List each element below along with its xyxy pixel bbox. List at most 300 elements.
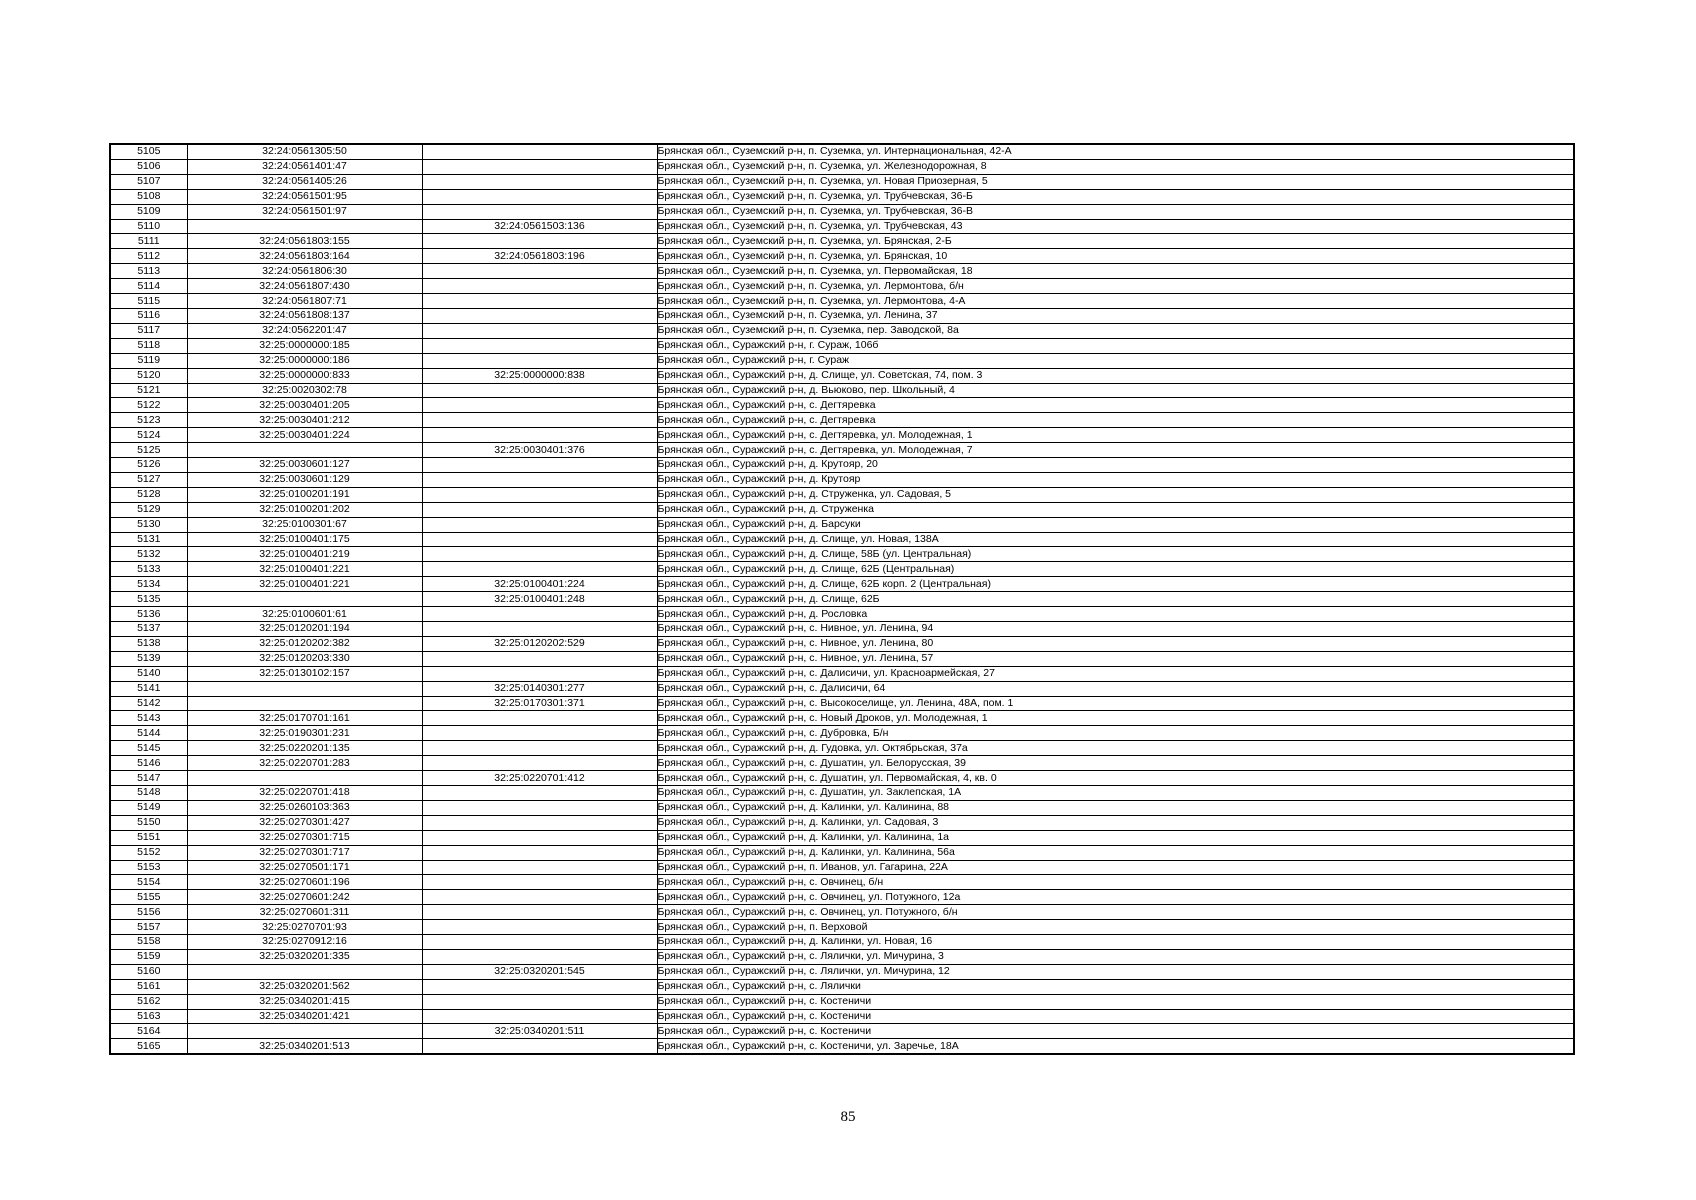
- cadastral-number-cell: 32:25:0270301:717: [187, 845, 422, 860]
- address-cell: Брянская обл., Суражский р-н, с. Дегтяревка, ул. Молодежная, 1: [657, 428, 1574, 443]
- row-number-cell: 5159: [110, 949, 187, 964]
- row-number-cell: 5109: [110, 204, 187, 219]
- row-number-cell: 5111: [110, 234, 187, 249]
- row-number-cell: 5141: [110, 681, 187, 696]
- cadastral-number-cell: 32:25:0100201:191: [187, 487, 422, 502]
- cadastral-number-alt-cell: [422, 174, 657, 189]
- table-row: [110, 472, 1574, 487]
- table-row: [110, 517, 1574, 532]
- row-number-cell: 5134: [110, 577, 187, 592]
- table-row: [110, 428, 1574, 443]
- cadastral-number-alt-cell: 32:24:0561803:196: [422, 249, 657, 264]
- table-row: [110, 577, 1574, 592]
- cadastral-number-alt-cell: [422, 353, 657, 368]
- cadastral-number-alt-cell: [422, 711, 657, 726]
- table-row: [110, 681, 1574, 696]
- row-number-cell: 5162: [110, 994, 187, 1009]
- address-cell: Брянская обл., Суражский р-н, с. Костеничи: [657, 1009, 1574, 1024]
- address-cell: Брянская обл., Суражский р-н, д. Крутояр, 20: [657, 458, 1574, 473]
- address-cell: Брянская обл., Суражский р-н, с. Лялички: [657, 979, 1574, 994]
- address-cell: Брянская обл., Суземский р-н, п. Суземка, ул. Железнодорожная, 8: [657, 159, 1574, 174]
- row-number-cell: 5113: [110, 264, 187, 279]
- cadastral-number-cell: 32:25:0100301:67: [187, 517, 422, 532]
- row-number-cell: 5143: [110, 711, 187, 726]
- address-cell: Брянская обл., Суражский р-н, д. Вьюково, пер. Школьный, 4: [657, 383, 1574, 398]
- table-row: [110, 696, 1574, 711]
- row-number-cell: 5147: [110, 771, 187, 786]
- table-row: [110, 651, 1574, 666]
- row-number-cell: 5145: [110, 741, 187, 756]
- cadastral-number-cell: 32:25:0320201:562: [187, 979, 422, 994]
- address-cell: Брянская обл., Суражский р-н, с. Овчинец, ул. Потужного, 12а: [657, 890, 1574, 905]
- cadastral-number-cell: 32:25:0170701:161: [187, 711, 422, 726]
- cadastral-number-cell: 32:25:0270912:16: [187, 935, 422, 950]
- cadastral-number-alt-cell: [422, 890, 657, 905]
- cadastral-number-alt-cell: [422, 413, 657, 428]
- row-number-cell: 5121: [110, 383, 187, 398]
- cadastral-number-alt-cell: 32:25:0120202:529: [422, 636, 657, 651]
- row-number-cell: 5132: [110, 547, 187, 562]
- address-cell: Брянская обл., Суземский р-н, п. Суземка, ул. Лермонтова, 4-А: [657, 294, 1574, 309]
- address-cell: Брянская обл., Суражский р-н, д. Струженка: [657, 502, 1574, 517]
- cadastral-number-cell: [187, 443, 422, 458]
- row-number-cell: 5157: [110, 920, 187, 935]
- cadastral-number-alt-cell: [422, 800, 657, 815]
- row-number-cell: 5158: [110, 935, 187, 950]
- cadastral-number-cell: 32:25:0220701:283: [187, 756, 422, 771]
- row-number-cell: 5118: [110, 338, 187, 353]
- cadastral-number-alt-cell: [422, 472, 657, 487]
- table-row: [110, 323, 1574, 338]
- address-cell: Брянская обл., Суземский р-н, п. Суземка, ул. Первомайская, 18: [657, 264, 1574, 279]
- table-row: [110, 398, 1574, 413]
- row-number-cell: 5148: [110, 785, 187, 800]
- row-number-cell: 5156: [110, 905, 187, 920]
- address-cell: Брянская обл., Суражский р-н, д. Слище, ул. Советская, 74, пом. 3: [657, 368, 1574, 383]
- row-number-cell: 5146: [110, 756, 187, 771]
- address-cell: Брянская обл., Суражский р-н, с. Овчинец, ул. Потужного, б/н: [657, 905, 1574, 920]
- address-cell: Брянская обл., Суражский р-н, с. Новый Дроков, ул. Молодежная, 1: [657, 711, 1574, 726]
- table-row: [110, 308, 1574, 323]
- cadastral-number-cell: 32:24:0561803:155: [187, 234, 422, 249]
- address-cell: Брянская обл., Суражский р-н, с. Дегтяревка: [657, 398, 1574, 413]
- cadastral-number-cell: 32:25:0100401:221: [187, 577, 422, 592]
- cadastral-number-alt-cell: [422, 622, 657, 637]
- table-row: [110, 636, 1574, 651]
- row-number-cell: 5153: [110, 860, 187, 875]
- table-row: [110, 189, 1574, 204]
- address-cell: Брянская обл., Суражский р-н, д. Слище, 58Б (ул. Центральная): [657, 547, 1574, 562]
- address-cell: Брянская обл., Суражский р-н, д. Слище, ул. Новая, 138А: [657, 532, 1574, 547]
- cadastral-number-alt-cell: [422, 383, 657, 398]
- address-cell: Брянская обл., Суражский р-н, д. Струженка, ул. Садовая, 5: [657, 487, 1574, 502]
- cadastral-number-cell: 32:25:0100201:202: [187, 502, 422, 517]
- cadastral-number-alt-cell: [422, 487, 657, 502]
- row-number-cell: 5152: [110, 845, 187, 860]
- row-number-cell: 5133: [110, 562, 187, 577]
- cadastral-number-alt-cell: [422, 398, 657, 413]
- table-row: [110, 294, 1574, 309]
- address-cell: Брянская обл., Суземский р-н, п. Суземка, ул. Трубчевская, 36-Б: [657, 189, 1574, 204]
- cadastral-number-alt-cell: 32:25:0140301:277: [422, 681, 657, 696]
- table-row: [110, 458, 1574, 473]
- address-cell: Брянская обл., Суражский р-н, д. Гудовка, ул. Октябрьская, 37а: [657, 741, 1574, 756]
- table-row: [110, 383, 1574, 398]
- table-row: [110, 338, 1574, 353]
- row-number-cell: 5139: [110, 651, 187, 666]
- cadastral-number-alt-cell: [422, 264, 657, 279]
- address-cell: Брянская обл., Суражский р-н, с. Дегтяревка: [657, 413, 1574, 428]
- row-number-cell: 5154: [110, 875, 187, 890]
- row-number-cell: 5112: [110, 249, 187, 264]
- cadastral-number-cell: 32:25:0270601:242: [187, 890, 422, 905]
- table-row: [110, 204, 1574, 219]
- row-number-cell: 5123: [110, 413, 187, 428]
- cadastral-number-alt-cell: [422, 279, 657, 294]
- address-cell: Брянская обл., Суражский р-н, д. Рословка: [657, 607, 1574, 622]
- cadastral-number-alt-cell: [422, 607, 657, 622]
- address-cell: Брянская обл., Суражский р-н, д. Калинки, ул. Калинина, 56а: [657, 845, 1574, 860]
- cadastral-number-alt-cell: 32:25:0320201:545: [422, 964, 657, 979]
- cadastral-number-alt-cell: [422, 785, 657, 800]
- cadastral-number-cell: 32:25:0030601:127: [187, 458, 422, 473]
- cadastral-number-alt-cell: 32:25:0340201:511: [422, 1024, 657, 1039]
- cadastral-number-cell: 32:25:0190301:231: [187, 726, 422, 741]
- table-row: [110, 905, 1574, 920]
- table-row: [110, 979, 1574, 994]
- address-cell: Брянская обл., Суражский р-н, д. Калинки, ул. Новая, 16: [657, 935, 1574, 950]
- cadastral-number-cell: 32:25:0340201:415: [187, 994, 422, 1009]
- cadastral-number-alt-cell: 32:24:0561503:136: [422, 219, 657, 234]
- table-row: [110, 622, 1574, 637]
- cadastral-number-cell: 32:25:0270601:196: [187, 875, 422, 890]
- row-number-cell: 5115: [110, 294, 187, 309]
- cadastral-number-cell: 32:25:0320201:335: [187, 949, 422, 964]
- address-cell: Брянская обл., Суражский р-н, д. Калинки, ул. Садовая, 3: [657, 815, 1574, 830]
- row-number-cell: 5150: [110, 815, 187, 830]
- row-number-cell: 5129: [110, 502, 187, 517]
- cadastral-number-alt-cell: [422, 458, 657, 473]
- address-cell: Брянская обл., Суражский р-н, г. Сураж, 106б: [657, 338, 1574, 353]
- cadastral-number-cell: 32:25:0030401:205: [187, 398, 422, 413]
- table-row: [110, 785, 1574, 800]
- table-row: [110, 756, 1574, 771]
- table-row: [110, 502, 1574, 517]
- address-cell: Брянская обл., Суражский р-н, д. Слище, 62Б (Центральная): [657, 562, 1574, 577]
- cadastral-number-alt-cell: [422, 726, 657, 741]
- row-number-cell: 5135: [110, 592, 187, 607]
- cadastral-number-cell: 32:24:0561807:430: [187, 279, 422, 294]
- address-cell: Брянская обл., Суражский р-н, д. Калинки, ул. Калинина, 1а: [657, 830, 1574, 845]
- row-number-cell: 5108: [110, 189, 187, 204]
- cadastral-number-cell: 32:25:0120202:382: [187, 636, 422, 651]
- row-number-cell: 5106: [110, 159, 187, 174]
- address-cell: Брянская обл., Суражский р-н, с. Далисичи, 64: [657, 681, 1574, 696]
- table-row: [110, 860, 1574, 875]
- row-number-cell: 5164: [110, 1024, 187, 1039]
- address-cell: Брянская обл., Суземский р-н, п. Суземка, ул. Интернациональная, 42-А: [657, 144, 1574, 159]
- table-row: [110, 964, 1574, 979]
- cadastral-number-alt-cell: [422, 666, 657, 681]
- table-row: [110, 532, 1574, 547]
- cadastral-number-alt-cell: [422, 949, 657, 964]
- table-row: [110, 607, 1574, 622]
- address-cell: Брянская обл., Суражский р-н, с. Нивное, ул. Ленина, 80: [657, 636, 1574, 651]
- cadastral-number-alt-cell: [422, 234, 657, 249]
- cadastral-number-alt-cell: [422, 935, 657, 950]
- cadastral-number-alt-cell: [422, 338, 657, 353]
- address-cell: Брянская обл., Суражский р-н, д. Калинки, ул. Калинина, 88: [657, 800, 1574, 815]
- address-cell: Брянская обл., Суземский р-н, п. Суземка, ул. Новая Приозерная, 5: [657, 174, 1574, 189]
- row-number-cell: 5155: [110, 890, 187, 905]
- cadastral-number-cell: 32:24:0561806:30: [187, 264, 422, 279]
- address-cell: Брянская обл., Суражский р-н, с. Дегтяревка, ул. Молодежная, 7: [657, 443, 1574, 458]
- cadastral-number-cell: 32:25:0030401:224: [187, 428, 422, 443]
- row-number-cell: 5125: [110, 443, 187, 458]
- table-row: [110, 890, 1574, 905]
- cadastral-number-alt-cell: [422, 875, 657, 890]
- address-cell: Брянская обл., Суражский р-н, д. Слище, 62Б корп. 2 (Центральная): [657, 577, 1574, 592]
- cadastral-number-cell: 32:24:0562201:47: [187, 323, 422, 338]
- cadastral-number-cell: 32:25:0100401:221: [187, 562, 422, 577]
- address-cell: Брянская обл., Суражский р-н, с. Овчинец, б/н: [657, 875, 1574, 890]
- table-row: [110, 935, 1574, 950]
- cadastral-number-alt-cell: [422, 830, 657, 845]
- cadastral-number-cell: 32:24:0561401:47: [187, 159, 422, 174]
- table-row: [110, 666, 1574, 681]
- cadastral-number-cell: 32:24:0561808:137: [187, 308, 422, 323]
- cadastral-number-alt-cell: [422, 308, 657, 323]
- row-number-cell: 5144: [110, 726, 187, 741]
- table-row: [110, 174, 1574, 189]
- table-row: [110, 920, 1574, 935]
- cadastral-number-cell: [187, 696, 422, 711]
- cadastral-number-cell: 32:25:0120203:330: [187, 651, 422, 666]
- row-number-cell: 5116: [110, 308, 187, 323]
- address-cell: Брянская обл., Суражский р-н, г. Сураж: [657, 353, 1574, 368]
- register-table: [109, 143, 1575, 1055]
- address-cell: Брянская обл., Суражский р-н, с. Лялички, ул. Мичурина, 3: [657, 949, 1574, 964]
- cadastral-number-alt-cell: [422, 562, 657, 577]
- address-cell: Брянская обл., Суземский р-н, п. Суземка, ул. Трубчевская, 43: [657, 219, 1574, 234]
- cadastral-number-alt-cell: [422, 920, 657, 935]
- cadastral-number-cell: 32:24:0561501:97: [187, 204, 422, 219]
- address-cell: Брянская обл., Суражский р-н, с. Дубровка, Б/н: [657, 726, 1574, 741]
- row-number-cell: 5140: [110, 666, 187, 681]
- address-cell: Брянская обл., Суражский р-н, с. Костеничи: [657, 994, 1574, 1009]
- address-cell: Брянская обл., Суражский р-н, п. Иванов, ул. Гагарина, 22А: [657, 860, 1574, 875]
- address-cell: Брянская обл., Суземский р-н, п. Суземка, пер. Заводской, 8а: [657, 323, 1574, 338]
- cadastral-number-cell: 32:24:0561501:95: [187, 189, 422, 204]
- cadastral-number-cell: 32:25:0270301:715: [187, 830, 422, 845]
- address-cell: Брянская обл., Суражский р-н, с. Душатин, ул. Белорусская, 39: [657, 756, 1574, 771]
- cadastral-number-cell: 32:24:0561405:26: [187, 174, 422, 189]
- cadastral-number-cell: 32:25:0220201:135: [187, 741, 422, 756]
- table-row: [110, 726, 1574, 741]
- table-row: [110, 830, 1574, 845]
- row-number-cell: 5130: [110, 517, 187, 532]
- cadastral-number-alt-cell: [422, 905, 657, 920]
- cadastral-number-cell: [187, 771, 422, 786]
- cadastral-number-alt-cell: [422, 294, 657, 309]
- address-cell: Брянская обл., Суражский р-н, д. Барсуки: [657, 517, 1574, 532]
- cadastral-number-alt-cell: [422, 428, 657, 443]
- cadastral-number-cell: 32:25:0030601:129: [187, 472, 422, 487]
- row-number-cell: 5165: [110, 1039, 187, 1054]
- address-cell: Брянская обл., Суземский р-н, п. Суземка, ул. Брянская, 2-Б: [657, 234, 1574, 249]
- row-number-cell: 5136: [110, 607, 187, 622]
- address-cell: Брянская обл., Суражский р-н, с. Далисичи, ул. Красноармейская, 27: [657, 666, 1574, 681]
- cadastral-number-cell: [187, 1024, 422, 1039]
- row-number-cell: 5114: [110, 279, 187, 294]
- table-row: [110, 279, 1574, 294]
- cadastral-number-cell: 32:25:0100601:61: [187, 607, 422, 622]
- table-row: [110, 144, 1574, 159]
- row-number-cell: 5131: [110, 532, 187, 547]
- cadastral-number-alt-cell: [422, 979, 657, 994]
- table-row: [110, 562, 1574, 577]
- table-row: [110, 800, 1574, 815]
- address-cell: Брянская обл., Суражский р-н, с. Нивное, ул. Ленина, 94: [657, 622, 1574, 637]
- cadastral-number-cell: 32:25:0270501:171: [187, 860, 422, 875]
- table-row: [110, 845, 1574, 860]
- cadastral-number-alt-cell: [422, 323, 657, 338]
- cadastral-number-alt-cell: [422, 517, 657, 532]
- cadastral-number-cell: 32:25:0020302:78: [187, 383, 422, 398]
- cadastral-number-alt-cell: [422, 532, 657, 547]
- table-row: [110, 1009, 1574, 1024]
- page-number: 85: [840, 1109, 856, 1125]
- cadastral-number-cell: 32:25:0100401:219: [187, 547, 422, 562]
- address-cell: Брянская обл., Суражский р-н, д. Крутояр: [657, 472, 1574, 487]
- cadastral-number-cell: 32:25:0100401:175: [187, 532, 422, 547]
- table-row: [110, 815, 1574, 830]
- cadastral-number-cell: 32:24:0561305:50: [187, 144, 422, 159]
- cadastral-number-alt-cell: 32:25:0220701:412: [422, 771, 657, 786]
- cadastral-number-alt-cell: [422, 994, 657, 1009]
- cadastral-number-cell: 32:25:0340201:421: [187, 1009, 422, 1024]
- row-number-cell: 5120: [110, 368, 187, 383]
- cadastral-number-cell: [187, 592, 422, 607]
- cadastral-number-cell: 32:25:0270301:427: [187, 815, 422, 830]
- table-row: [110, 443, 1574, 458]
- row-number-cell: 5122: [110, 398, 187, 413]
- row-number-cell: 5137: [110, 622, 187, 637]
- row-number-cell: 5110: [110, 219, 187, 234]
- row-number-cell: 5119: [110, 353, 187, 368]
- row-number-cell: 5151: [110, 830, 187, 845]
- row-number-cell: 5127: [110, 472, 187, 487]
- row-number-cell: 5149: [110, 800, 187, 815]
- cadastral-number-alt-cell: [422, 815, 657, 830]
- address-cell: Брянская обл., Суземский р-н, п. Суземка, ул. Лермонтова, б/н: [657, 279, 1574, 294]
- row-number-cell: 5128: [110, 487, 187, 502]
- address-cell: Брянская обл., Суражский р-н, п. Верховой: [657, 920, 1574, 935]
- cadastral-number-cell: 32:25:0000000:186: [187, 353, 422, 368]
- cadastral-number-cell: 32:24:0561803:164: [187, 249, 422, 264]
- cadastral-number-cell: [187, 964, 422, 979]
- row-number-cell: 5160: [110, 964, 187, 979]
- address-cell: Брянская обл., Суражский р-н, д. Слище, 62Б: [657, 592, 1574, 607]
- row-number-cell: 5126: [110, 458, 187, 473]
- address-cell: Брянская обл., Суражский р-н, с. Нивное, ул. Ленина, 57: [657, 651, 1574, 666]
- cadastral-number-alt-cell: 32:25:0100401:224: [422, 577, 657, 592]
- table-row: [110, 994, 1574, 1009]
- address-cell: Брянская обл., Суражский р-н, с. Душатин, ул. Первомайская, 4, кв. 0: [657, 771, 1574, 786]
- table-row: [110, 413, 1574, 428]
- address-cell: Брянская обл., Суземский р-н, п. Суземка, ул. Ленина, 37: [657, 308, 1574, 323]
- row-number-cell: 5107: [110, 174, 187, 189]
- table-row: [110, 353, 1574, 368]
- cadastral-number-alt-cell: [422, 204, 657, 219]
- table-row: [110, 711, 1574, 726]
- table-row: [110, 487, 1574, 502]
- address-cell: Брянская обл., Суражский р-н, с. Лялички, ул. Мичурина, 12: [657, 964, 1574, 979]
- cadastral-number-alt-cell: [422, 189, 657, 204]
- row-number-cell: 5161: [110, 979, 187, 994]
- table-row: [110, 219, 1574, 234]
- cadastral-number-alt-cell: [422, 502, 657, 517]
- table-row: [110, 771, 1574, 786]
- table-row: [110, 1039, 1574, 1054]
- cadastral-number-alt-cell: [422, 144, 657, 159]
- cadastral-number-cell: 32:25:0000000:833: [187, 368, 422, 383]
- cadastral-number-alt-cell: [422, 547, 657, 562]
- table-row: [110, 592, 1574, 607]
- cadastral-number-cell: 32:25:0000000:185: [187, 338, 422, 353]
- cadastral-number-alt-cell: [422, 756, 657, 771]
- cadastral-number-alt-cell: 32:25:0170301:371: [422, 696, 657, 711]
- table-row: [110, 264, 1574, 279]
- cadastral-number-alt-cell: [422, 860, 657, 875]
- row-number-cell: 5105: [110, 144, 187, 159]
- address-cell: Брянская обл., Суражский р-н, с. Костеничи, ул. Заречье, 18А: [657, 1039, 1574, 1054]
- cadastral-number-cell: 32:25:0270601:311: [187, 905, 422, 920]
- table-row: [110, 547, 1574, 562]
- row-number-cell: 5124: [110, 428, 187, 443]
- table-row: [110, 741, 1574, 756]
- cadastral-number-cell: 32:24:0561807:71: [187, 294, 422, 309]
- table-row: [110, 949, 1574, 964]
- address-cell: Брянская обл., Суземский р-н, п. Суземка, ул. Трубчевская, 36-В: [657, 204, 1574, 219]
- table-row: [110, 875, 1574, 890]
- row-number-cell: 5138: [110, 636, 187, 651]
- cadastral-number-cell: [187, 219, 422, 234]
- cadastral-number-alt-cell: 32:25:0000000:838: [422, 368, 657, 383]
- cadastral-number-cell: 32:25:0120201:194: [187, 622, 422, 637]
- table-row: [110, 159, 1574, 174]
- address-cell: Брянская обл., Суражский р-н, с. Костеничи: [657, 1024, 1574, 1039]
- cadastral-number-alt-cell: [422, 159, 657, 174]
- cadastral-number-cell: 32:25:0130102:157: [187, 666, 422, 681]
- register-table-body: [110, 144, 1574, 1054]
- address-cell: Брянская обл., Суземский р-н, п. Суземка, ул. Брянская, 10: [657, 249, 1574, 264]
- cadastral-number-alt-cell: [422, 651, 657, 666]
- row-number-cell: 5163: [110, 1009, 187, 1024]
- cadastral-number-alt-cell: [422, 1039, 657, 1054]
- table-row: [110, 249, 1574, 264]
- cadastral-number-alt-cell: 32:25:0100401:248: [422, 592, 657, 607]
- row-number-cell: 5142: [110, 696, 187, 711]
- cadastral-number-cell: 32:25:0270701:93: [187, 920, 422, 935]
- cadastral-number-cell: 32:25:0030401:212: [187, 413, 422, 428]
- cadastral-number-alt-cell: [422, 845, 657, 860]
- cadastral-number-alt-cell: [422, 741, 657, 756]
- address-cell: Брянская обл., Суражский р-н, с. Душатин, ул. Заклепская, 1А: [657, 785, 1574, 800]
- table-row: [110, 234, 1574, 249]
- table-row: [110, 368, 1574, 383]
- row-number-cell: 5117: [110, 323, 187, 338]
